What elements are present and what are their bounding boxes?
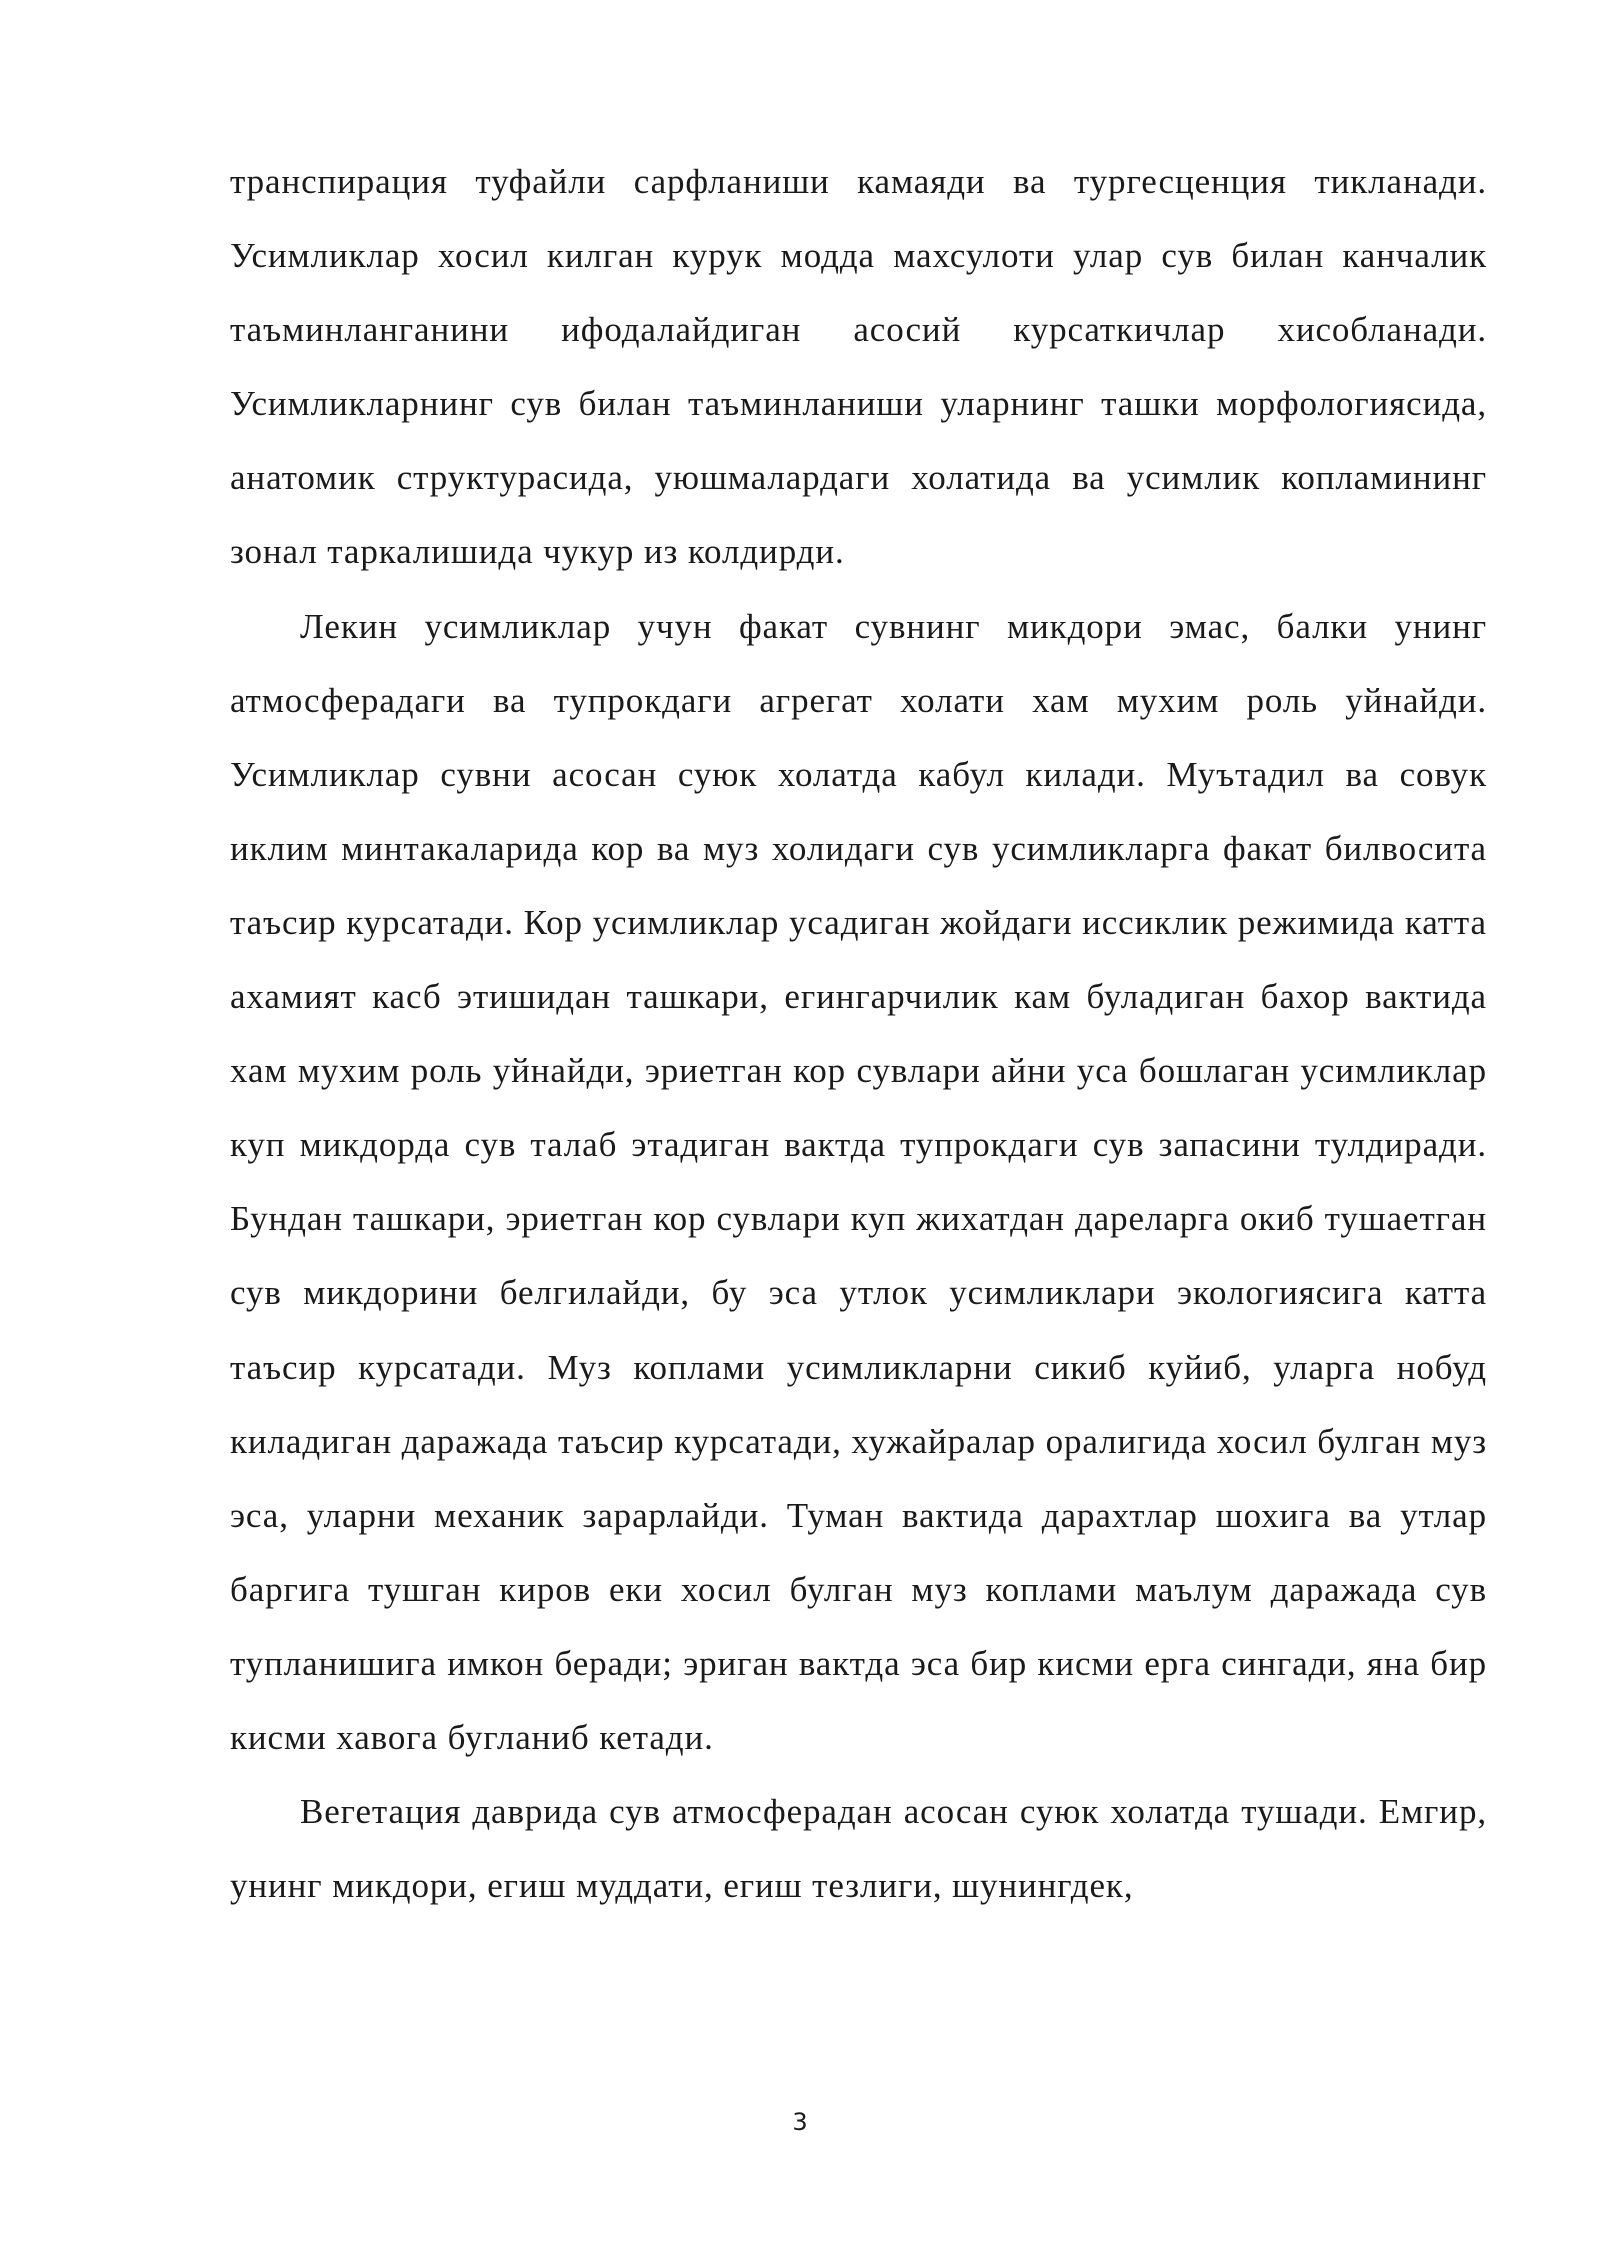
body-text bbox=[230, 145, 1487, 1923]
paragraph: Лекин усимликлар учун факат сувнинг микдори эмас, балки унинг атмосферадаги ва тупрокдаги агрегат холати хам мухим роль уйнайди. Усимликлар сувни асосан суюк холатда кабул килади. Муътадил ва совук иклим минтакаларида кор ва муз холидаги сув усимликларга факат билвосита таъсир курсатади. Кор усимликлар усадиган жойдаги иссиклик режимида катта ахамият касб этишидан ташкари, егингарчилик кам буладиган бахор вактида хам мухим роль уйнайди, эриетган кор сувлари айни уса бошлаган усимликлар куп микдорда сув талаб этадиган вактда тупрокдаги сув запасини тулдиради. Бундан ташкари, эриетган кор сувлари куп жихатдан дареларга окиб тушаетган сув микдорини белгилайди, бу эса утлок усимликлари экологиясига катта таъсир курсатади. Муз коплами усимликларни сикиб куйиб, уларга нобуд киладиган даражада таъсир курсатади, хужайралар оралигида хосил булган муз эса, уларни механик зарарлайди. Туман вактида дарахтлар шохига ва утлар баргига тушган киров еки хосил булган муз коплами маълум даражада сув тупланишига имкон беради; эриган вактда эса бир кисми ерга сингади, яна бир кисми хавога бугланиб кетади. bbox=[230, 606, 1487, 1757]
page-number: 3 bbox=[792, 2108, 808, 2136]
paragraph-continuation: транспирация туфайли сарфланиши камаяди ва тургесценция тикланади. Усимликлар хосил килган курук модда махсулоти улар сув билан канчалик таъминланганини ифодалайдиган асосий курсаткичлар хисобланади. Усимликларнинг сув билан таъминланиши уларнинг ташки морфологиясида, анатомик структурасида, уюшмалардаги холатида ва усимлик копламининг зонал таркалишида чукур из колдирди. bbox=[230, 162, 1487, 572]
paragraph: Вегетация даврида сув атмосферадан асосан суюк холатда тушади. Емгир, унинг микдори, егиш муддати, егиш тезлиги, шунингдек, bbox=[230, 1792, 1487, 1906]
